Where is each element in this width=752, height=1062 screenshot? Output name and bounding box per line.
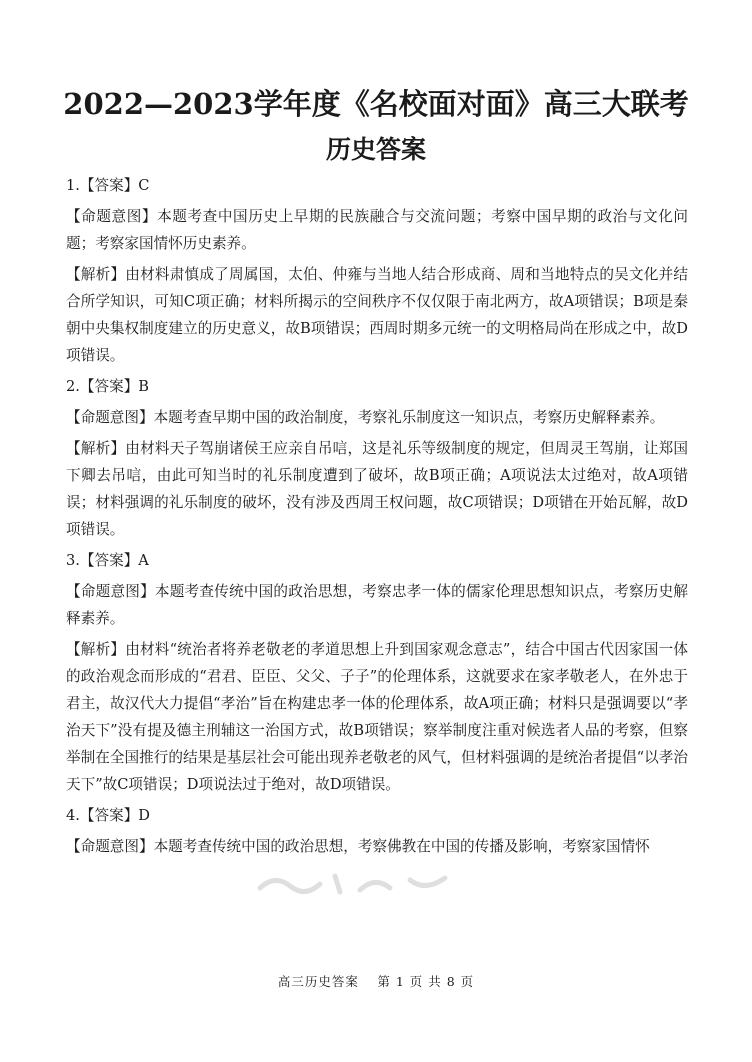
document-title: 2022—2023学年度《名校面对面》高三大联考	[63, 87, 689, 121]
faint-watermark-icon	[250, 868, 460, 898]
question-1-intent: 【命题意图】本题考查中国历史上早期的民族融合与交流问题；考察中国早期的政治与文化问题；考察家国情怀历史素养。	[66, 208, 688, 252]
question-4-answer: 4.【答案】D	[66, 807, 150, 824]
question-1-answer: 1.【答案】C	[66, 177, 150, 194]
question-3-intent: 【命题意图】本题考查传统中国的政治思想，考察忠孝一体的儒家伦理思想知识点，考察历史解释素养。	[66, 583, 688, 627]
question-2-analysis: 【解析】由材料天子驾崩诸侯王应亲自吊唁，这是礼乐等级制度的规定，但周灵王驾崩，让郑国下卿去吊唁，由此可知当时的礼乐制度遭到了破坏，故B项正确；A项说法太过绝对，故A项错误；材料强调的礼乐制度的破坏，没有涉及西周王权问题，故C项错误；D项错在开始瓦解，故D项错误。	[66, 440, 688, 538]
question-1-analysis: 【解析】由材料肃慎成了周属国，太伯、仲雍与当地人结合形成商、周和当地特点的吴文化并结合所学知识，可知C项正确；材料所揭示的空间秩序不仅仅限于南北两方，故A项错误；B项是秦朝中央集权制度建立的历史意义，故B项错误；西周时期多元统一的文明格局尚在形成之中，故D项错误。	[66, 266, 688, 364]
document-subtitle: 历史答案	[325, 135, 426, 164]
question-2-answer: 2.【答案】B	[66, 378, 150, 395]
question-2-intent: 【命题意图】本题考查早期中国的政治制度，考察礼乐制度这一知识点，考察历史解释素养。	[66, 409, 665, 426]
question-3-analysis: 【解析】由材料“统治者将养老敬老的孝道思想上升到国家观念意志”，结合中国古代因家国一体的政治观念而形成的“君君、臣臣、父父、子子”的伦理体系，这就要求在家孝敬老人，在外忠于君主，故汉代大力提倡“孝治”旨在构建忠孝一体的伦理体系，故A项正确；材料只是强调要以“孝治天下”没有提及德主刑辅这一治国方式，故B项错误；察举制度注重对候选者人品的考察，但察举制在全国推行的结果是基层社会可能出现养老敬老的风气，但材料强调的是统治者提倡“以孝治天下”故C项错误；D项说法过于绝对，故D项错误。	[66, 641, 688, 793]
answer-content	[66, 172, 688, 864]
question-3-answer: 3.【答案】A	[66, 552, 149, 569]
page-footer: 高三历史答案 第 1 页 共 8 页	[277, 974, 475, 989]
question-4-intent: 【命题意图】本题考查传统中国的政治思想，考察佛教在中国的传播及影响，考察家国情怀	[66, 838, 650, 855]
